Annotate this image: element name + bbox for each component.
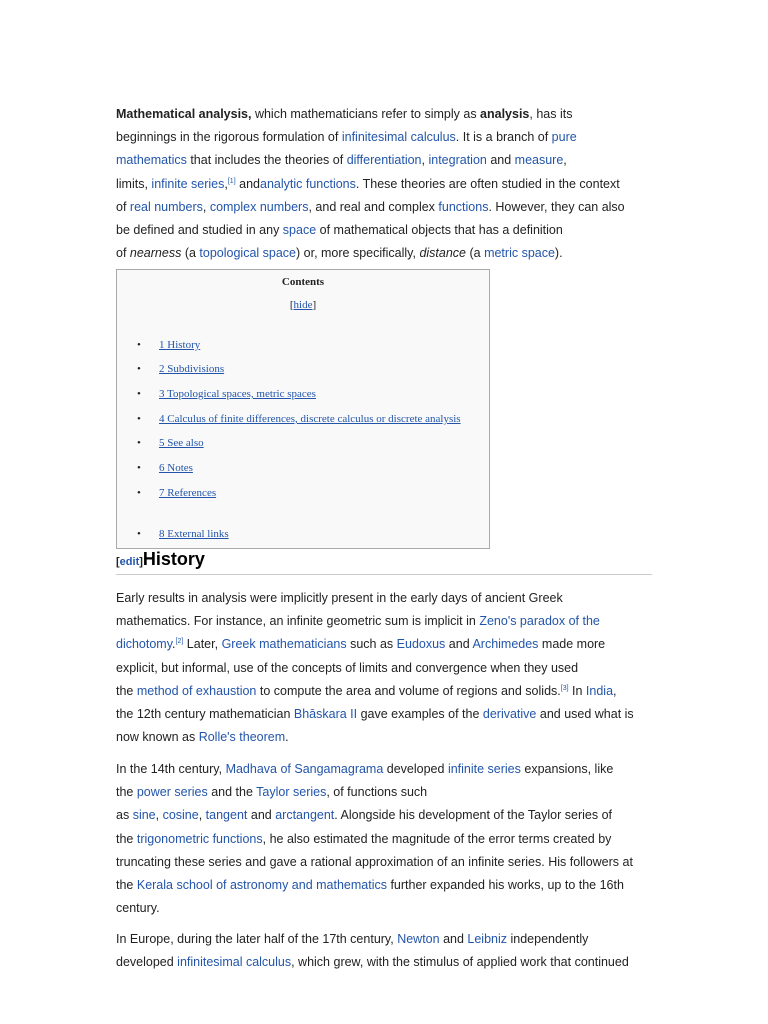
intro-line-7: of nearness (a topological space) or, more specifically, distance (a metric space). [116, 246, 563, 261]
link-sine[interactable]: sine [132, 808, 156, 823]
intro-paragraph [116, 103, 656, 265]
link-pure-mathematics[interactable]: pure [551, 130, 577, 145]
link-arctangent[interactable]: arctangent [275, 808, 335, 823]
toc-link-see-also[interactable]: 5 See also [159, 437, 204, 449]
link-metric-space[interactable]: metric space [484, 246, 555, 261]
link-india[interactable]: India [585, 683, 614, 698]
term-distance: distance [419, 246, 466, 261]
bullet-icon: • [137, 437, 141, 449]
toc-title: Contents [281, 276, 325, 288]
p2-line-5: truncating these series and gave a rational approximation of an infinite series. His followers at [116, 854, 633, 869]
citation-3[interactable]: [3] [560, 684, 569, 692]
p2-line-2: the power series and the Taylor series, of functions such [116, 785, 428, 800]
p2-line-7: century. [116, 901, 160, 916]
link-pure-mathematics-cont[interactable]: mathematics [116, 153, 187, 168]
toc-hide-toggle: [hide] [289, 299, 317, 311]
link-infinite-series-2[interactable]: infinite series [447, 762, 521, 776]
p3-line-2: developed infinitesimal calculus, which grew, with the stimulus of applied work that continued [116, 955, 629, 970]
bullet-icon: • [137, 528, 141, 540]
link-integration[interactable]: integration [428, 153, 487, 168]
section-title: History [142, 549, 205, 569]
edit-link[interactable]: edit [119, 556, 140, 568]
link-real-numbers[interactable]: real numbers [129, 199, 203, 214]
link-dichotomy[interactable]: dichotomy [116, 637, 173, 652]
section-heading-history [116, 549, 652, 575]
table-of-contents [116, 269, 490, 549]
term-analysis: analysis [480, 107, 530, 121]
link-functions[interactable]: functions [438, 199, 489, 214]
history-paragraph-1 [116, 587, 656, 749]
toc-link-calculus-finite-differences[interactable]: 4 Calculus of finite differences, discrete calculus or discrete analysis [159, 413, 461, 425]
toc-item [137, 339, 200, 351]
link-method-of-exhaustion[interactable]: method of exhaustion [136, 683, 257, 698]
intro-line-2: beginnings in the rigorous formulation of infinitesimal calculus. It is a branch of pure [116, 130, 577, 145]
toc-item [137, 437, 204, 449]
toc-hide-link[interactable]: hide [293, 299, 313, 311]
term-mathematical-analysis: Mathematical analysis, [116, 107, 252, 121]
link-eudoxus[interactable]: Eudoxus [396, 637, 446, 652]
link-cosine[interactable]: cosine [162, 808, 199, 823]
toc-link-topological-spaces[interactable]: 3 Topological spaces, metric spaces [159, 388, 316, 400]
p1-line-2: mathematics. For instance, an infinite geometric sum is implicit in Zeno's paradox of the [116, 614, 600, 629]
p1-line-3: dichotomy.[2] Later, Greek mathematicians such as Eudoxus and Archimedes made more [116, 637, 606, 652]
history-paragraph-2 [116, 758, 656, 920]
intro-line-5: of real numbers, complex numbers, and real and complex functions. However, they can also [116, 199, 625, 214]
link-zenos-paradox[interactable]: Zeno's paradox of the [479, 614, 600, 629]
bullet-icon: • [137, 413, 141, 425]
bullet-icon: • [137, 388, 141, 400]
link-complex-numbers[interactable]: complex numbers [209, 199, 309, 214]
link-trigonometric-functions[interactable]: trigonometric functions [136, 831, 263, 846]
link-infinitesimal-calculus-2[interactable]: infinitesimal calculus [177, 955, 292, 970]
intro-line-3: mathematics that includes the theories of differentiation, integration and measure, [116, 153, 567, 168]
link-infinite-series[interactable]: infinite series [151, 176, 225, 191]
link-power-series[interactable]: power series [136, 785, 208, 800]
p2-line-1: In the 14th century, Madhava of Sangamagrama developed infinite series expansions, like [116, 762, 614, 776]
bullet-icon: • [137, 339, 141, 351]
p2-line-4: the trigonometric functions, he also estimated the magnitude of the error terms created by [116, 831, 612, 846]
link-taylor-series[interactable]: Taylor series [256, 785, 327, 800]
link-differentiation[interactable]: differentiation [346, 153, 422, 168]
toc-item [137, 462, 193, 474]
link-archimedes[interactable]: Archimedes [472, 637, 539, 652]
link-derivative[interactable]: derivative [482, 707, 537, 722]
p2-line-6: the Kerala school of astronomy and mathematics further expanded his works, up to the 16th [116, 878, 624, 893]
bullet-icon: • [137, 487, 141, 499]
link-topological-space[interactable]: topological space [199, 246, 297, 261]
p1-line-5: the method of exhaustion to compute the area and volume of regions and solids.[3] In India, [116, 683, 617, 698]
p1-line-4: explicit, but informal, use of the concepts of limits and convergence when they used [116, 660, 579, 675]
link-rolles-theorem[interactable]: Rolle's theorem [198, 730, 286, 745]
link-analytic-functions[interactable]: analytic functions [260, 176, 356, 191]
link-space[interactable]: space [282, 223, 317, 238]
link-madhava[interactable]: Madhava of Sangamagrama [225, 762, 384, 776]
term-nearness: nearness [129, 246, 182, 261]
bullet-icon: • [137, 363, 141, 375]
link-bhaskara-ii[interactable]: Bhāskara II [293, 707, 358, 722]
edit-section: [edit] [116, 556, 143, 568]
bullet-icon: • [137, 462, 141, 474]
toc-item [137, 487, 216, 499]
citation-1[interactable]: [1] [227, 177, 236, 185]
history-paragraph-3 [116, 928, 656, 974]
toc-item [137, 413, 461, 425]
toc-item [137, 363, 224, 375]
intro-line-6: be defined and studied in any space of mathematical objects that has a definition [116, 223, 563, 238]
citation-2[interactable]: [2] [175, 638, 184, 646]
link-kerala-school[interactable]: Kerala school of astronomy and mathematics [136, 878, 387, 893]
toc-item [137, 388, 316, 400]
link-newton[interactable]: Newton [397, 932, 440, 946]
p3-line-1: In Europe, during the later half of the 17th century, Newton and Leibniz independently [116, 932, 589, 946]
toc-link-external-links[interactable]: 8 External links [159, 528, 229, 540]
p1-line-1: Early results in analysis were implicitly present in the early days of ancient Greek [116, 591, 563, 605]
link-infinitesimal-calculus[interactable]: infinitesimal calculus [341, 130, 456, 145]
link-leibniz[interactable]: Leibniz [467, 932, 508, 946]
link-tangent[interactable]: tangent [205, 808, 248, 823]
intro-line-4: limits, infinite series,[1] andanalytic functions. These theories are often studied in the context [116, 176, 620, 191]
toc-link-notes[interactable]: 6 Notes [159, 462, 193, 474]
link-measure[interactable]: measure [514, 153, 564, 168]
p1-line-7: now known as Rolle's theorem. [116, 730, 289, 745]
toc-link-subdivisions[interactable]: 2 Subdivisions [159, 363, 225, 375]
intro-line-1: Mathematical analysis, which mathematicians refer to simply as analysis, has its [116, 107, 573, 121]
p1-line-6: the 12th century mathematician Bhāskara II gave examples of the derivative and used what is [116, 707, 634, 722]
toc-link-references[interactable]: 7 References [159, 487, 217, 499]
toc-link-history[interactable]: 1 History [159, 339, 201, 351]
toc-item [137, 528, 229, 540]
link-greek-mathematicians[interactable]: Greek mathematicians [221, 637, 347, 652]
p2-line-3: as sine, cosine, tangent and arctangent. Alongside his development of the Taylor series of [116, 808, 612, 823]
